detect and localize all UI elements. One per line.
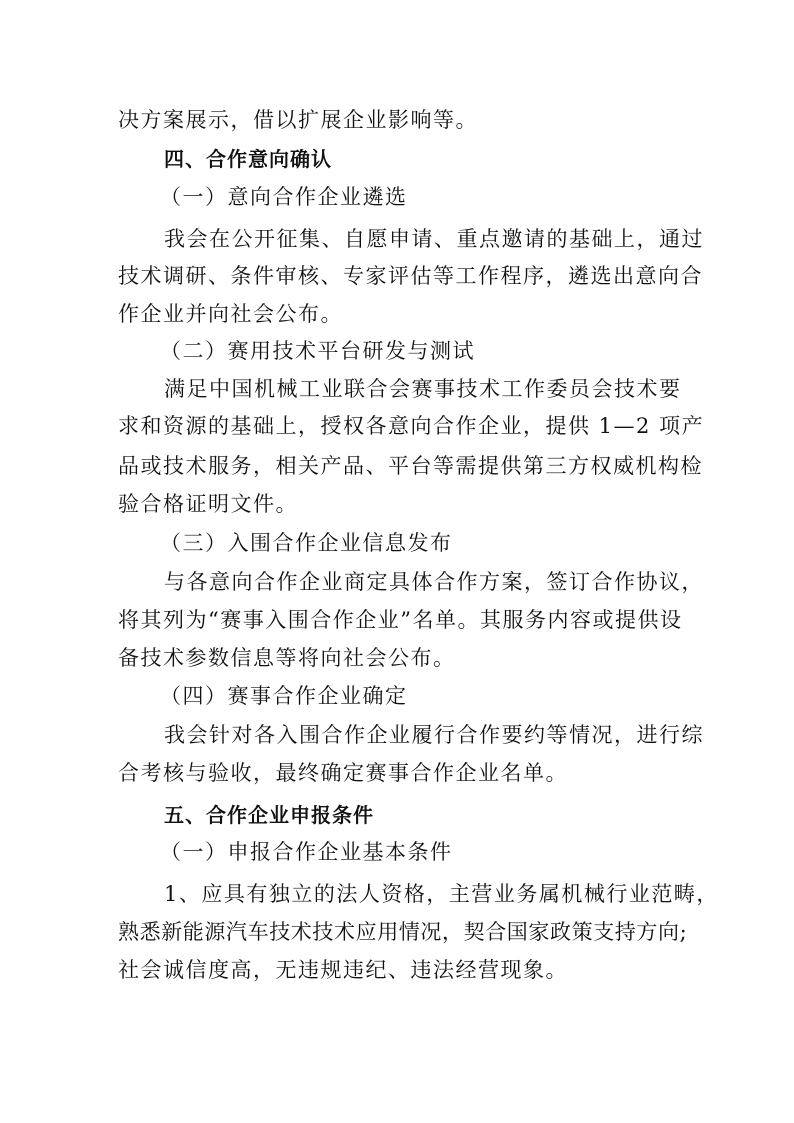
paragraph-line: 求和资源的基础上，授权各意向合作企业，提供 1—2 项产 xyxy=(118,414,705,438)
paragraph-line: 将其列为“赛事入围合作企业”名单。其服务内容或提供设 xyxy=(118,608,683,632)
paragraph-line: 我会在公开征集、自愿申请、重点邀请的基础上，通过 xyxy=(164,227,704,251)
paragraph-line: 决方案展示，借以扩展企业影响等。 xyxy=(118,108,478,132)
paragraph-line: 我会针对各入围合作企业履行合作要约等情况，进行综 xyxy=(164,723,704,747)
paragraph-line: 满足中国机械工业联合会赛事技术工作委员会技术要 xyxy=(164,377,682,401)
paragraph-line: 合考核与验收，最终确定赛事合作企业名单。 xyxy=(118,761,568,785)
paragraph-line: 与各意向合作企业商定具体合作方案，签订合作协议， xyxy=(164,570,704,594)
paragraph-line: 品或技术服务，相关产品、平台等需提供第三方权威机构检 xyxy=(118,454,703,478)
subsection-heading: （三）入围合作企业信息发布 xyxy=(160,531,453,555)
subsection-heading: （一）意向合作企业遴选 xyxy=(160,185,408,209)
paragraph-line: 作企业并向社会公布。 xyxy=(118,302,343,326)
paragraph-line: 1、应具有独立的法人资格，主营业务属机械行业范畴， xyxy=(164,882,719,906)
subsection-heading: （四）赛事合作企业确定 xyxy=(160,684,408,708)
section-heading: 五、合作企业申报条件 xyxy=(164,803,374,827)
paragraph-line: 技术调研、条件审核、专家评估等工作程序，遴选出意向合 xyxy=(118,264,703,288)
paragraph-line: 备技术参数信息等将向社会公布。 xyxy=(118,646,456,670)
section-heading: 四、合作意向确认 xyxy=(164,147,332,171)
paragraph-line: 熟悉新能源汽车技术技术应用情况，契合国家政策支持方向; xyxy=(118,920,688,944)
subsection-heading: （二）赛用技术平台研发与测试 xyxy=(160,339,475,363)
subsection-heading: （一）申报合作企业基本条件 xyxy=(160,840,453,864)
paragraph-line: 验合格证明文件。 xyxy=(118,492,298,516)
paragraph-line: 社会诚信度高，无违规违纪、违法经营现象。 xyxy=(118,958,568,982)
